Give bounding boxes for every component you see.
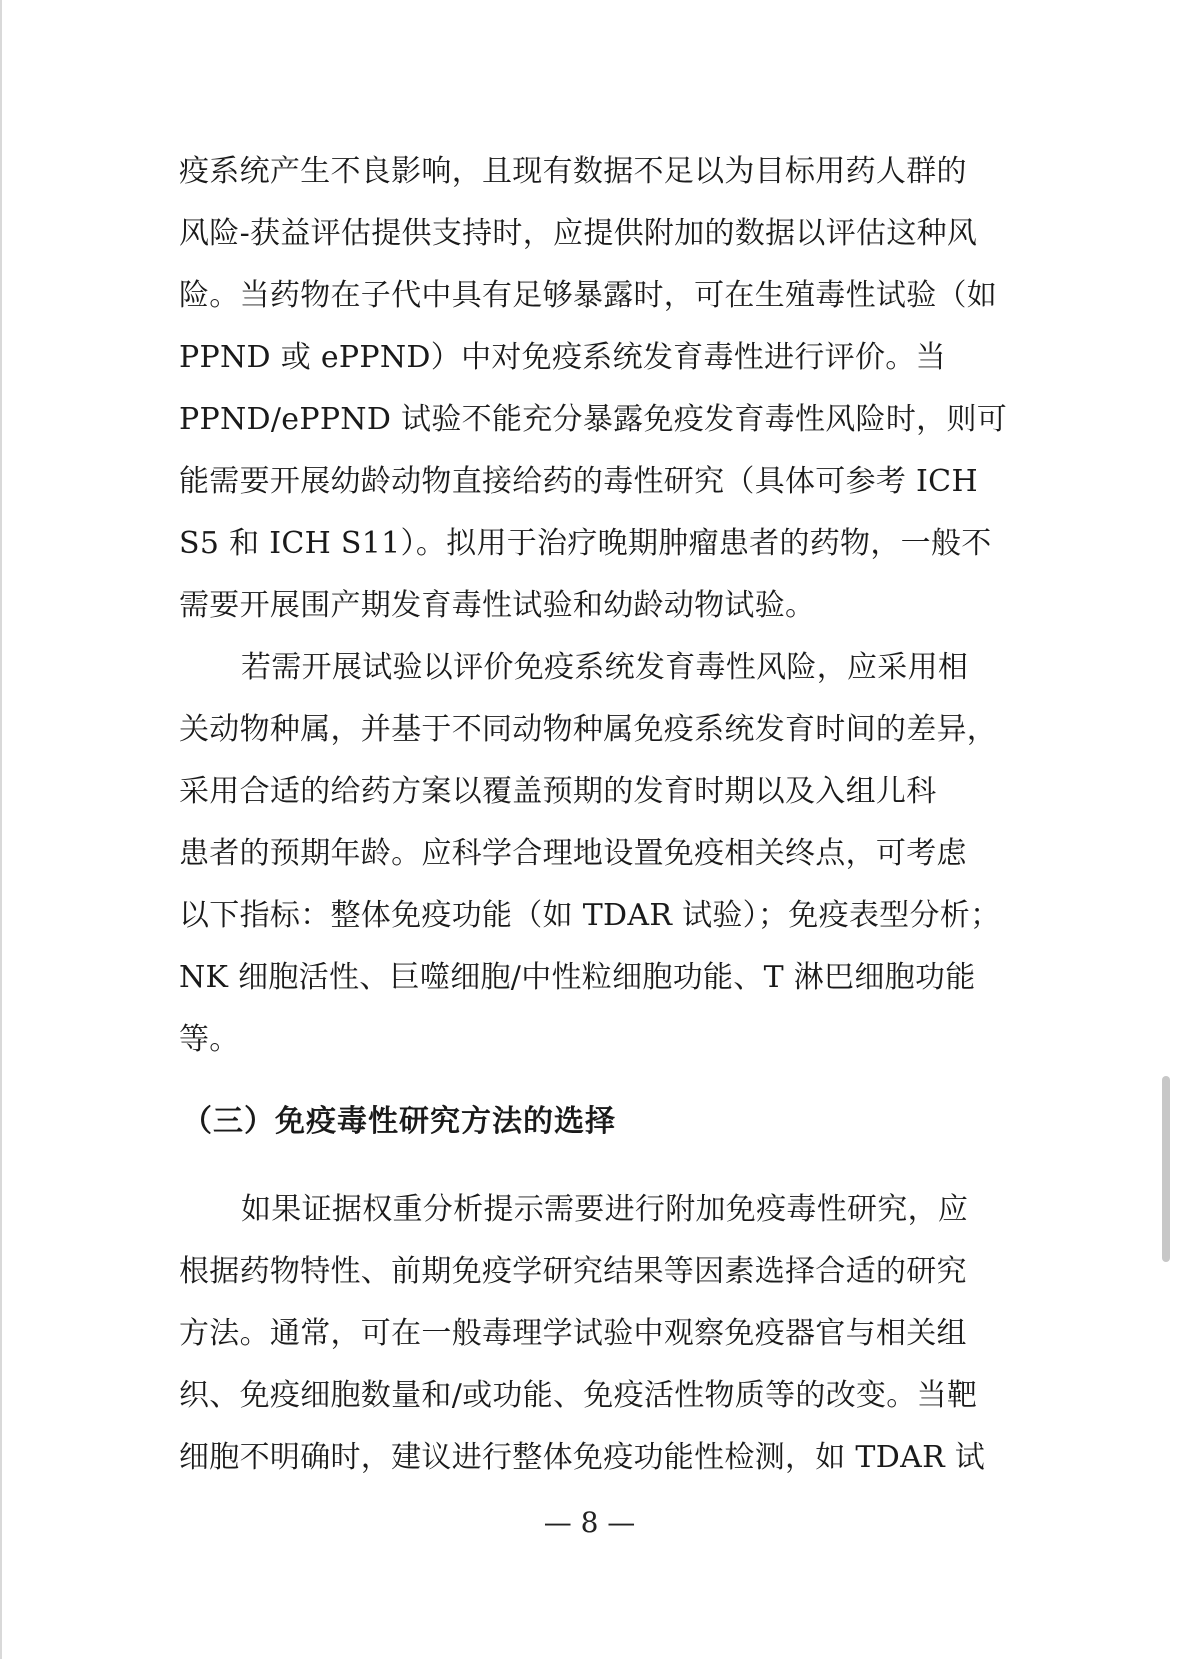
vertical-scrollbar-thumb[interactable] (1162, 1076, 1170, 1262)
text-line-3: 险。当药物在子代中具有足够暴露时，可在生殖毒性试验（如 (179, 278, 998, 313)
text-line-11: 采用合适的给药方案以覆盖预期的发育时期以及入组儿科 (179, 774, 937, 809)
text-line-8: 需要开展围产期发育毒性试验和幼龄动物试验。 (179, 588, 816, 623)
section-line-2: 根据药物特性、前期免疫学研究结果等因素选择合适的研究 (179, 1254, 967, 1289)
text-line-2: 风险-获益评估提供支持时，应提供附加的数据以评估这种风 (179, 216, 978, 251)
page-number: — 8 — (543, 1506, 636, 1539)
text-line-6: 能需要开展幼龄动物直接给药的毒性研究（具体可参考 ICH (179, 464, 978, 499)
section-heading: （三）免疫毒性研究方法的选择 (182, 1104, 616, 1139)
section-line-1: 如果证据权重分析提示需要进行附加免疫毒性研究，应 (241, 1192, 969, 1227)
section-line-5: 细胞不明确时，建议进行整体免疫功能性检测，如 TDAR 试 (179, 1440, 986, 1475)
text-line-15: 等。 (179, 1022, 240, 1057)
section-line-3: 方法。通常，可在一般毒理学试验中观察免疫器官与相关组 (179, 1316, 967, 1351)
text-line-1: 疫系统产生不良影响，且现有数据不足以为目标用药人群的 (179, 154, 967, 189)
section-line-4: 织、免疫细胞数量和/或功能、免疫活性物质等的改变。当靶 (179, 1378, 978, 1413)
text-line-9: 若需开展试验以评价免疫系统发育毒性风险，应采用相 (241, 650, 969, 685)
page-edge-divider (0, 0, 2, 1659)
text-line-12: 患者的预期年龄。应科学合理地设置免疫相关终点，可考虑 (179, 836, 967, 871)
text-line-5: PPND/ePPND 试验不能充分暴露免疫发育毒性风险时，则可 (179, 402, 1008, 437)
text-line-10: 关动物种属，并基于不同动物种属免疫系统发育时间的差异， (179, 712, 998, 747)
text-line-14: NK 细胞活性、巨噬细胞/中性粒细胞功能、T 淋巴细胞功能 (179, 960, 976, 995)
text-line-13: 以下指标：整体免疫功能（如 TDAR 试验）；免疫表型分析； (179, 898, 1001, 933)
text-line-7: S5 和 ICH S11）。拟用于治疗晚期肿瘤患者的药物，一般不 (179, 526, 992, 561)
text-line-4: PPND 或 ePPND）中对免疫系统发育毒性进行评价。当 (179, 340, 946, 375)
